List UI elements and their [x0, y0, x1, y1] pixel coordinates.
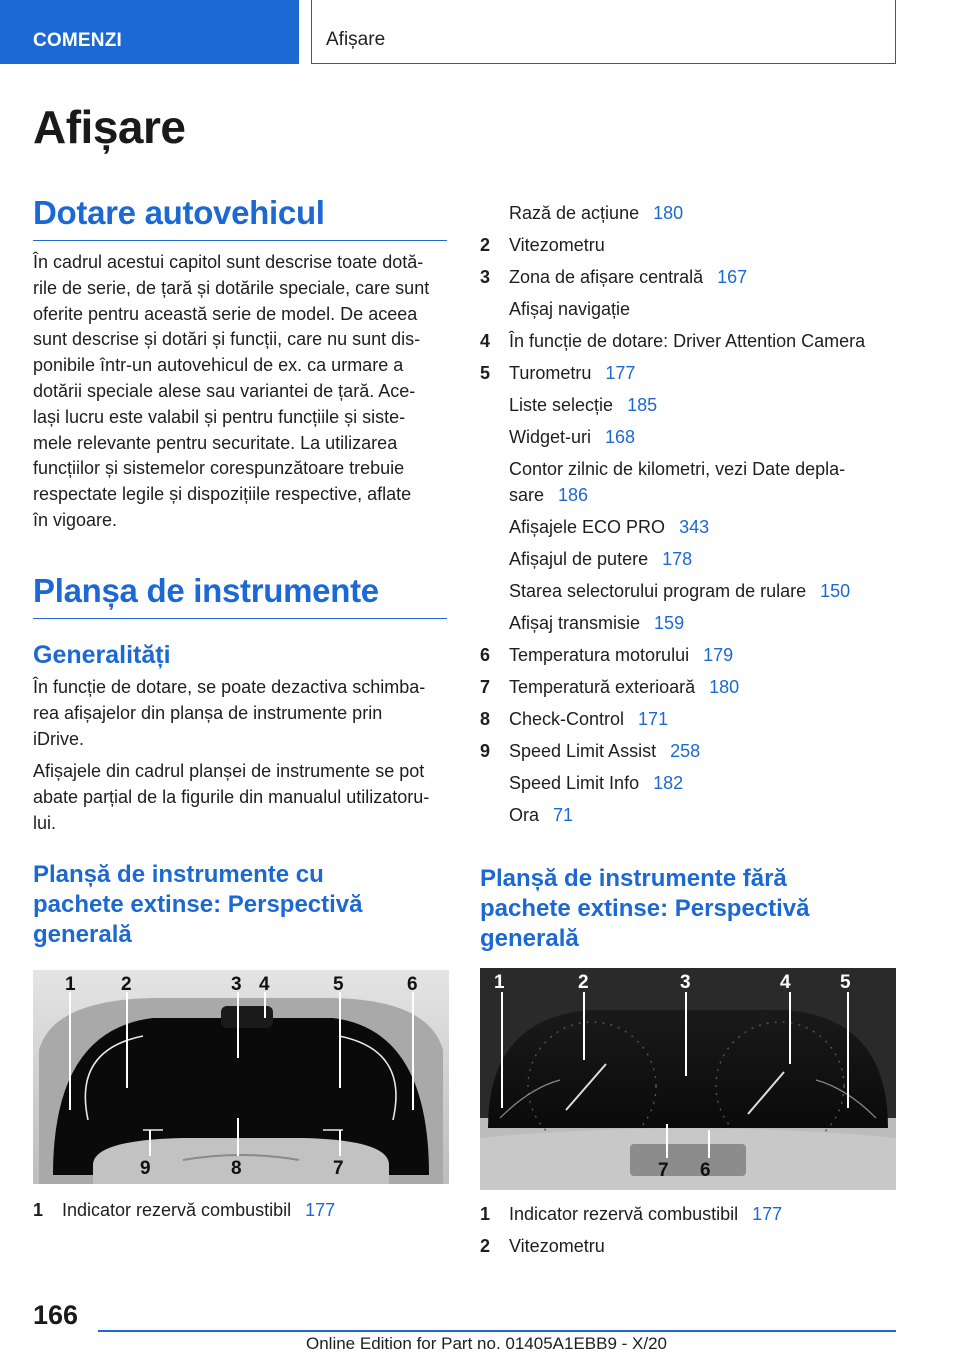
heading-fara-pachete-extinse: Planșă de instrumente fără pachete extinse: Perspectivă generală: [480, 865, 810, 952]
callout-2: 2: [578, 972, 589, 993]
callout-5: 5: [840, 972, 851, 993]
callout-1: 1: [494, 972, 505, 993]
page-ref-link[interactable]: 185: [627, 395, 658, 415]
section-tab: COMENZI: [0, 0, 299, 64]
callout-6: 6: [700, 1160, 711, 1181]
chapter-header: Afișare: [311, 0, 896, 64]
page-ref-link[interactable]: 171: [638, 709, 669, 729]
callout-8: 8: [231, 1158, 242, 1179]
callout-4: 4: [259, 974, 270, 995]
page-ref-link[interactable]: 177: [305, 1200, 336, 1220]
page-ref-link[interactable]: 168: [605, 427, 636, 447]
page-ref-link[interactable]: 182: [653, 773, 684, 793]
callout-3: 3: [231, 974, 242, 995]
instrument-cluster-figure-extended: [33, 970, 449, 1184]
page-title: Afișare: [33, 101, 186, 153]
page-ref-link[interactable]: 343: [679, 517, 710, 537]
page-ref-link[interactable]: 180: [653, 203, 684, 223]
instrument-cluster-figure-basic: [480, 968, 896, 1190]
edition-note: Online Edition for Part no. 01405A1EBB9 - X/20: [306, 1334, 668, 1353]
page-ref-link[interactable]: 186: [558, 485, 589, 505]
page-ref-link[interactable]: 179: [703, 645, 734, 665]
callout-9: 9: [140, 1158, 151, 1179]
callout-4: 4: [780, 972, 791, 993]
page-ref-link[interactable]: 177: [605, 363, 636, 383]
page-ref-link[interactable]: 258: [670, 741, 701, 761]
callout-1: 1: [65, 974, 76, 995]
heading-plansa-de-instrumente: Planșa de instrumente: [33, 572, 447, 619]
callout-6: 6: [407, 974, 418, 995]
generalitati-paragraph-1: În funcție de dotare, se poate dezactiva schimba- rea afișajelor din planșa de instrumente prin iDrive.: [33, 677, 426, 749]
page-ref-link[interactable]: 180: [709, 677, 740, 697]
page-ref-link[interactable]: 167: [717, 267, 748, 287]
generalitati-paragraph-2: Afișajele din cadrul planșei de instrumente se pot abate parțial de la figurile din manualul utilizatoru- lui.: [33, 761, 430, 833]
page-ref-link[interactable]: 150: [820, 581, 851, 601]
heading-generalitati: Generalități: [33, 641, 171, 669]
heading-dotare-autovehicul: Dotare autovehicul: [33, 194, 447, 241]
callout-5: 5: [333, 974, 344, 995]
page-ref-link[interactable]: 71: [553, 805, 574, 825]
instrument-cluster-illustration: [33, 970, 449, 1184]
callout-3: 3: [680, 972, 691, 993]
dotare-paragraph: În cadrul acestui capitol sunt descrise toate dotă- rile de serie, de țară și dotările speciale, care sunt oferite pentru această serie de model. De aceea sunt descrise și dotări și funcții, care nu sunt dis- ponibile într-un autovehicul de ex. ca urmare a dotării speciale alese sau variantei de țară. Ace- lași lucru este valabil și pentru funcțiile și siste- mele relevante pentru securitate. La utilizarea funcțiilor și sistemelor corespunzătoare trebuie respectate legile și dispozițiile respective, aflate în vigoare.: [33, 252, 430, 530]
callout-2: 2: [121, 974, 132, 995]
heading-cu-pachete-extinse: Planșă de instrumente cu pachete extinse: Perspectivă generală: [33, 861, 363, 948]
page-ref-link[interactable]: 177: [752, 1204, 783, 1224]
page-ref-link[interactable]: 178: [662, 549, 693, 569]
page-ref-link[interactable]: 159: [654, 613, 685, 633]
footer-divider: [98, 1330, 896, 1332]
page-number: 166: [33, 1300, 79, 1330]
callout-7: 7: [658, 1160, 669, 1181]
callout-7: 7: [333, 1158, 344, 1179]
instrument-cluster-illustration: [480, 968, 896, 1190]
